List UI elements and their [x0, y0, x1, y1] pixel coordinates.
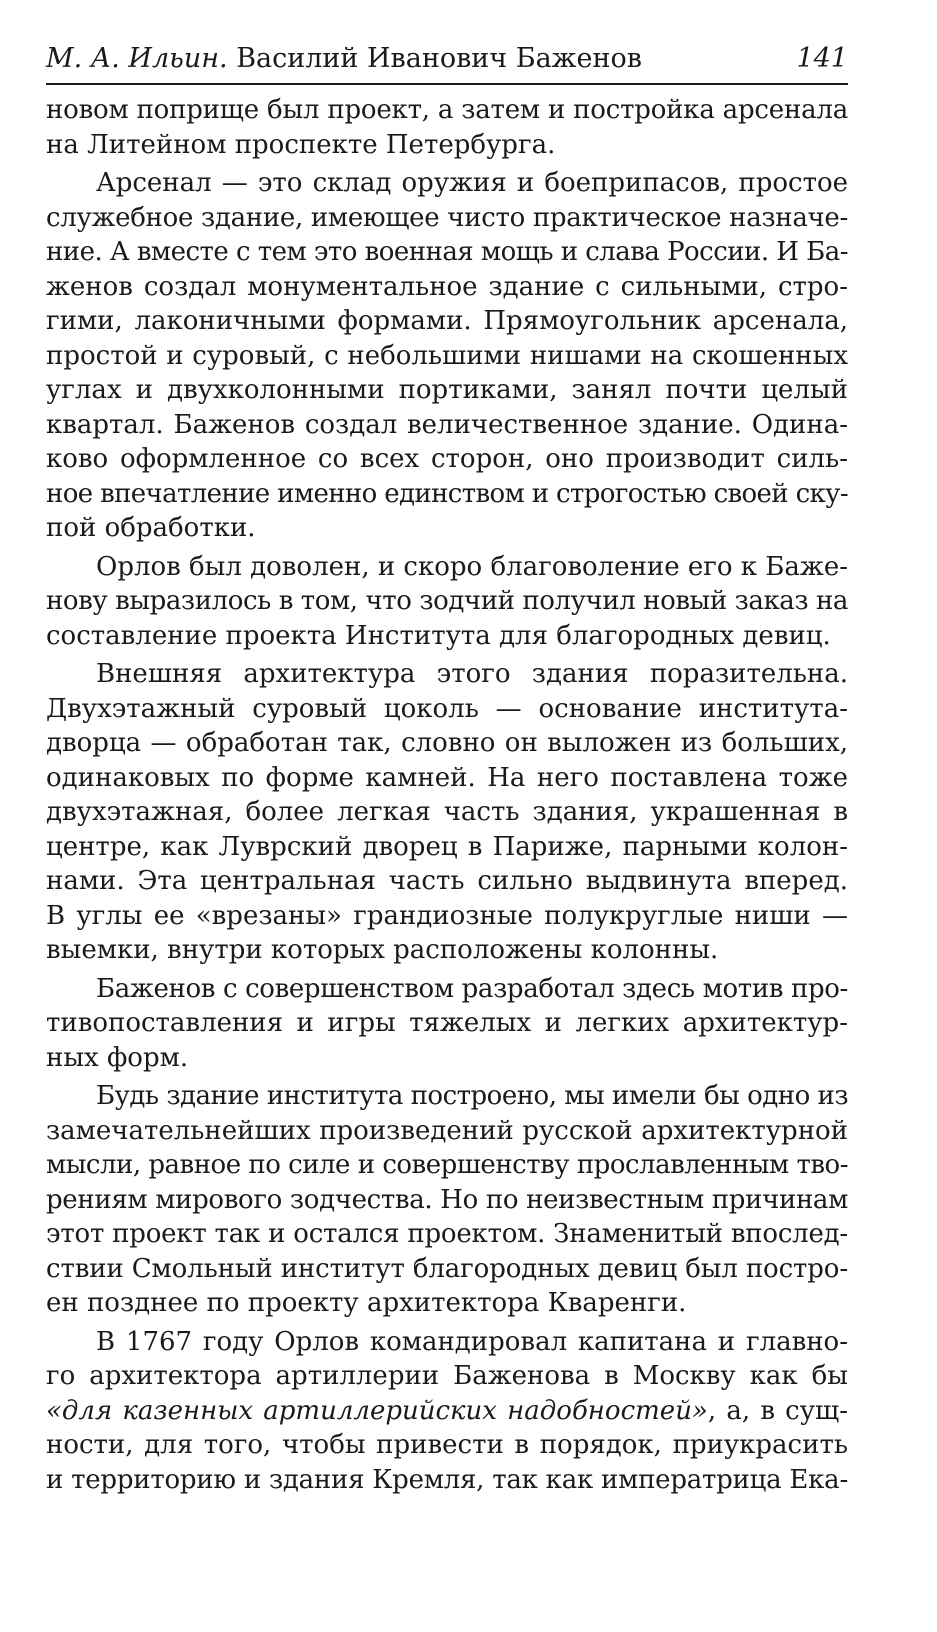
text-line: этот проект так и остался проектом. Знаменитый впослед-: [46, 1219, 848, 1249]
text-line-with-quote: [46, 1394, 848, 1429]
text-line: ствии Смольный институт благородных девиц был постро-: [46, 1253, 848, 1284]
text-line: гими, лаконичными формами. Прямоугольник арсенала,: [46, 306, 848, 336]
text-line: служебное здание, имеющее чисто практическое назначе-: [46, 202, 848, 233]
text-line: центре, как Луврский дворец в Париже, парными колон-: [46, 831, 848, 862]
page-number: 141: [796, 43, 848, 74]
text-line: В 1767 году Орлов командировал капитана и главно-: [96, 1326, 848, 1357]
text-line: простой и суровый, с небольшими нишами на скошенных: [46, 340, 848, 371]
text-line: ное впечатление именно единством и строгостью своей ску-: [46, 478, 848, 509]
paragraph-1: [46, 93, 848, 162]
text-line: ен позднее по проекту архитектора Кваренги.: [46, 1288, 687, 1318]
text-line: ково оформленное со всех сторон, оно производит силь-: [46, 444, 848, 474]
paragraph-5: [46, 972, 848, 1076]
text-line: мысли, равное по силе и совершенству прославленным тво-: [46, 1150, 848, 1180]
body-text: [46, 93, 848, 1497]
text-line: Будь здание института построено, мы имели бы одно из: [96, 1081, 848, 1111]
text-line: и территорию и здания Кремля, так как императрица Ека-: [46, 1464, 848, 1495]
paragraph-3: [46, 550, 848, 654]
header-author: М. А. Ильин.: [46, 43, 228, 74]
paragraph-7: [46, 1325, 848, 1498]
text-line: го архитектора артиллерии Баженова в Москву как бы: [46, 1361, 848, 1391]
text-line: дворца — обработан так, словно он выложен из больших,: [46, 728, 848, 758]
text-line: Баженов с совершенством разработал здесь мотив про-: [96, 973, 848, 1004]
text-line: Орлов был доволен, и скоро благоволение его к Баже-: [96, 551, 848, 582]
italic-quote: «для казенных артиллерийских надобностей»: [46, 1395, 708, 1426]
text-line: тивопоставления и игры тяжелых и легких архитектур-: [46, 1008, 848, 1038]
text-line: пой обработки.: [46, 513, 256, 543]
text-line: Арсенал — это склад оружия и боеприпасов, простое: [96, 168, 848, 198]
text-line: замечательнейших произведений русской архитектурной: [46, 1115, 848, 1146]
text-line: составление проекта Института для благородных девиц.: [46, 620, 831, 651]
text-line: ных форм.: [46, 1042, 189, 1073]
text-line: нами. Эта центральная часть сильно выдвинута вперед.: [46, 866, 848, 896]
text-line: новом поприще был проект, а затем и постройка арсенала: [46, 95, 848, 125]
text-line: Двухэтажный суровый цоколь — основание института-: [46, 693, 848, 724]
text-line: Внешняя архитектура этого здания поразительна.: [96, 659, 848, 689]
paragraph-2: [46, 166, 848, 546]
text-line: ние. А вместе с тем это военная мощь и слава России. И Ба-: [46, 237, 848, 267]
paragraph-4: [46, 657, 848, 968]
quote-continuation: , а, в сущ-: [707, 1395, 848, 1426]
text-line: рениям мирового зодчества. Но по неизвестным причинам: [46, 1184, 848, 1215]
text-line: на Литейном проспекте Петербурга.: [46, 129, 556, 160]
text-line: ности, для того, чтобы привести в порядок, приукрасить: [46, 1430, 848, 1460]
text-line: квартал. Баженов создал величественное здание. Одина-: [46, 409, 848, 440]
text-line: одинаковых по форме камней. На него поставлена тоже: [46, 762, 848, 793]
text-line: нову выразилось в том, что зодчий получил новый заказ на: [46, 586, 848, 616]
text-line: углах и двухколонными портиками, занял почти целый: [46, 375, 848, 405]
text-line: женов создал монументальное здание с сильными, стро-: [46, 271, 848, 302]
text-line: В углы ее «врезаны» грандиозные полукруглые ниши —: [46, 900, 848, 931]
running-header: [46, 40, 848, 85]
header-left: [46, 40, 642, 78]
book-page: [46, 40, 848, 1501]
text-line: выемки, внутри которых расположены колонны.: [46, 935, 719, 965]
header-title: Василий Иванович Баженов: [236, 43, 642, 74]
text-line: двухэтажная, более легкая часть здания, украшенная в: [46, 797, 848, 827]
paragraph-6: [46, 1079, 848, 1321]
